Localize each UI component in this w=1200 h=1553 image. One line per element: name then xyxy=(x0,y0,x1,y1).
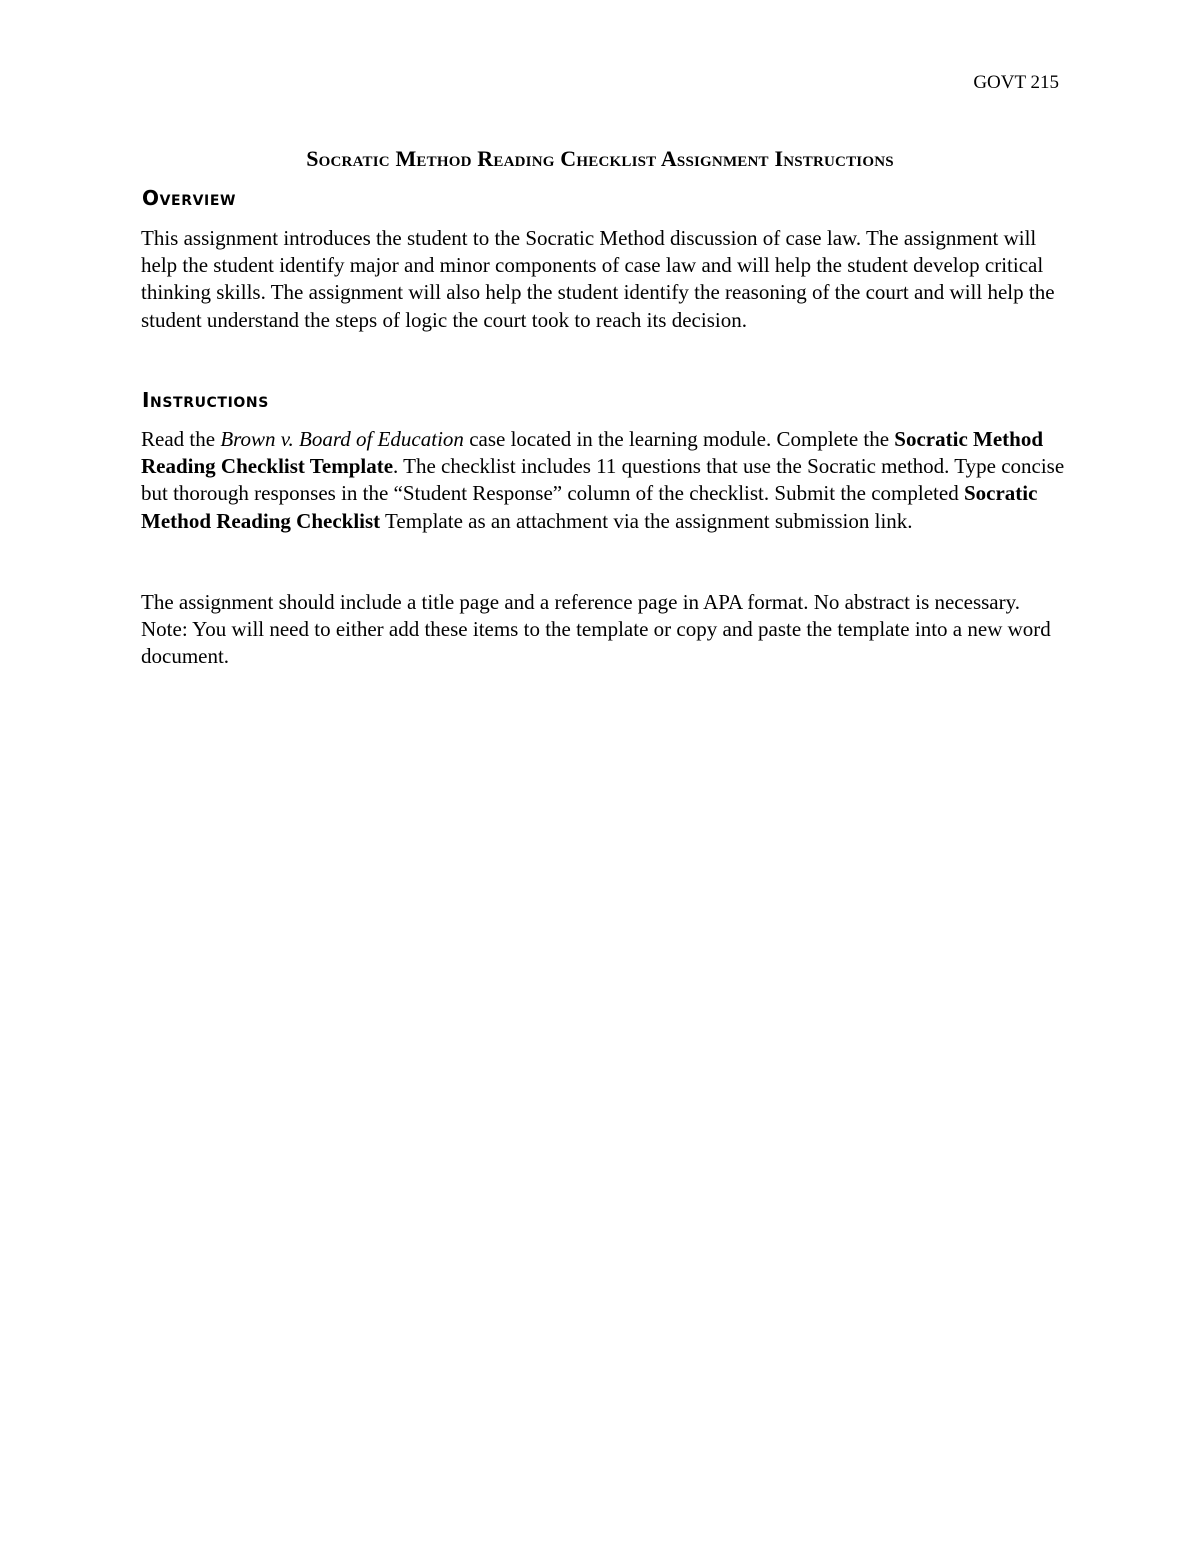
instructions-text-2: case located in the learning module. Complete the xyxy=(463,427,895,451)
instructions-paragraph xyxy=(141,426,1066,535)
checklist-name: Socratic Method Reading Checklist xyxy=(141,481,1038,533)
instructions-text-4: Template as an attachment via the assignment submission link. xyxy=(380,508,913,533)
case-name: Brown v. Board of Education xyxy=(220,427,464,451)
instructions-text-3: . The checklist includes 11 questions that use the Socratic method. Type concise but thorough responses in the “Student Response” column of the checklist. Submit the completed xyxy=(141,454,1065,506)
overview-paragraph: This assignment introduces the student to the Socratic Method discussion of case law. The assignment will help the student identify major and minor components of case law and will help the student develop critical thinking skills. The assignment will also help the student identify the reasoning of the court and will help the student understand the steps of logic the court took to reach its decision. xyxy=(141,226,1055,332)
overview-heading: Overview xyxy=(142,186,237,210)
course-header: GOVT 215 xyxy=(973,72,1059,93)
document-title: Socratic Method Reading Checklist Assignment Instructions xyxy=(306,146,894,171)
instructions-heading: Instructions xyxy=(142,388,269,412)
template-name: Socratic Method Reading Checklist Template xyxy=(141,427,1044,479)
instructions-text-1: Read the xyxy=(141,427,221,451)
format-paragraph: The assignment should include a title page and a reference page in APA format. No abstract is necessary. Note: You will need to either add these items to the template or copy and paste the template into a new word document. xyxy=(141,590,1051,669)
